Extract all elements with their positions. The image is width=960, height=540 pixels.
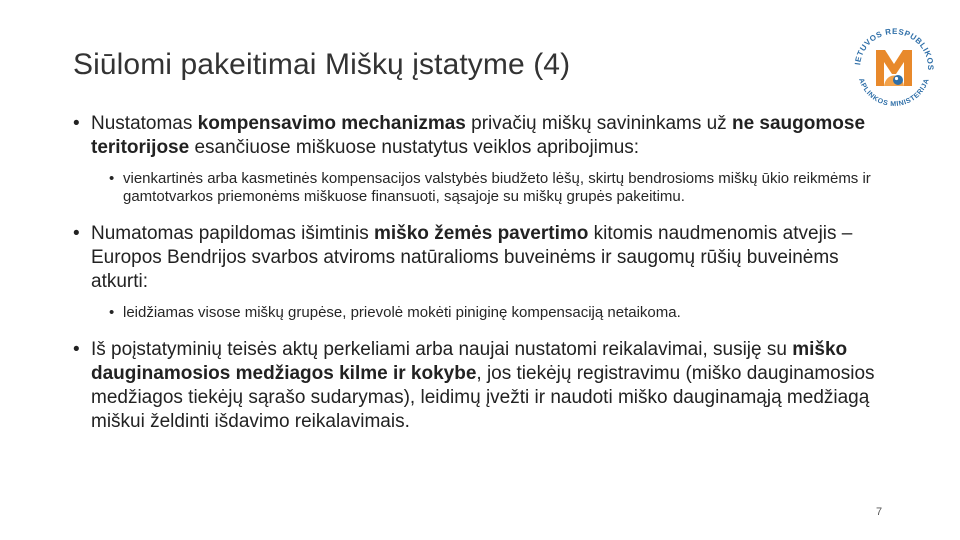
bullet-list	[73, 112, 893, 434]
svg-text:APLINKOS MINISTERIJA: APLINKOS MINISTERIJA	[857, 77, 931, 109]
svg-text:LIETUVOS RESPUBLIKOS: IETUVOS RESPUBLIKOS	[853, 26, 936, 71]
sub-bullet-item	[109, 304, 893, 322]
bullet-item	[73, 338, 893, 434]
page-number: 7	[876, 506, 883, 518]
sub-bullet-marker: •	[109, 170, 115, 187]
bullet-item	[73, 222, 893, 294]
bullet-text: Numatomas papildomas išimtinis	[91, 223, 374, 244]
bullet-marker: •	[73, 339, 80, 360]
bullet-text: Iš poįstatyminių teisės aktų perkeliami arba naujai nustatomi reikalavimai, susiję su	[91, 339, 793, 360]
bullet-item	[73, 112, 893, 160]
sub-bullet-marker: •	[109, 304, 115, 321]
sub-bullet-item	[109, 170, 893, 206]
sub-bullet-text: leidžiamas visose miškų grupėse, prievolė mokėti piniginę kompensaciją netaikoma.	[123, 304, 681, 321]
bullet-text-bold: miško dauginamosios medžiagos kilme ir kokybe	[91, 339, 848, 384]
bullet-text: Nustatomas	[91, 113, 198, 134]
slide-title: Siūlomi pakeitimai Miškų įstatyme (4)	[73, 48, 571, 81]
bullet-text: kitomis naudmenomis atvejis – Europos Bendrijos svarbos atviroms natūralioms buveinėms ir saugomų rūšių buveinėms atkurti:	[91, 223, 853, 292]
bullet-text-bold: ne saugomose teritorijose	[91, 113, 866, 158]
bullet-text-bold: miško žemės pavertimo	[374, 223, 589, 244]
bullet-marker: •	[73, 223, 80, 244]
ministry-logo-icon	[848, 22, 940, 114]
bullet-text-bold: kompensavimo mechanizmas	[197, 113, 466, 134]
bullet-text: privačių miškų savininkams už	[465, 113, 732, 134]
bullet-marker: •	[73, 113, 80, 134]
sub-bullet-text: vienkartinės arba kasmetinės kompensacijos valstybės biudžeto lėšų, skirtų bendrosioms miškų ūkio reikmėms ir gamtotvarkos priemonėms miškuose finansuoti, sąsajoje su miškų grupės pakeitimu.	[123, 170, 871, 205]
bullet-text: esančiuose miškuose nustatytus veiklos apribojimus:	[189, 137, 640, 158]
ministry-logo	[848, 22, 940, 114]
bullet-text: , jos tiekėjų registravimu (miško dauginamosios medžiagos tiekėjų sąrašo sudarymas), leidimų įvežti ir naudoti miško dauginamąją medžiagą miškui želdinti išdavimo reikalavimais.	[91, 363, 875, 432]
